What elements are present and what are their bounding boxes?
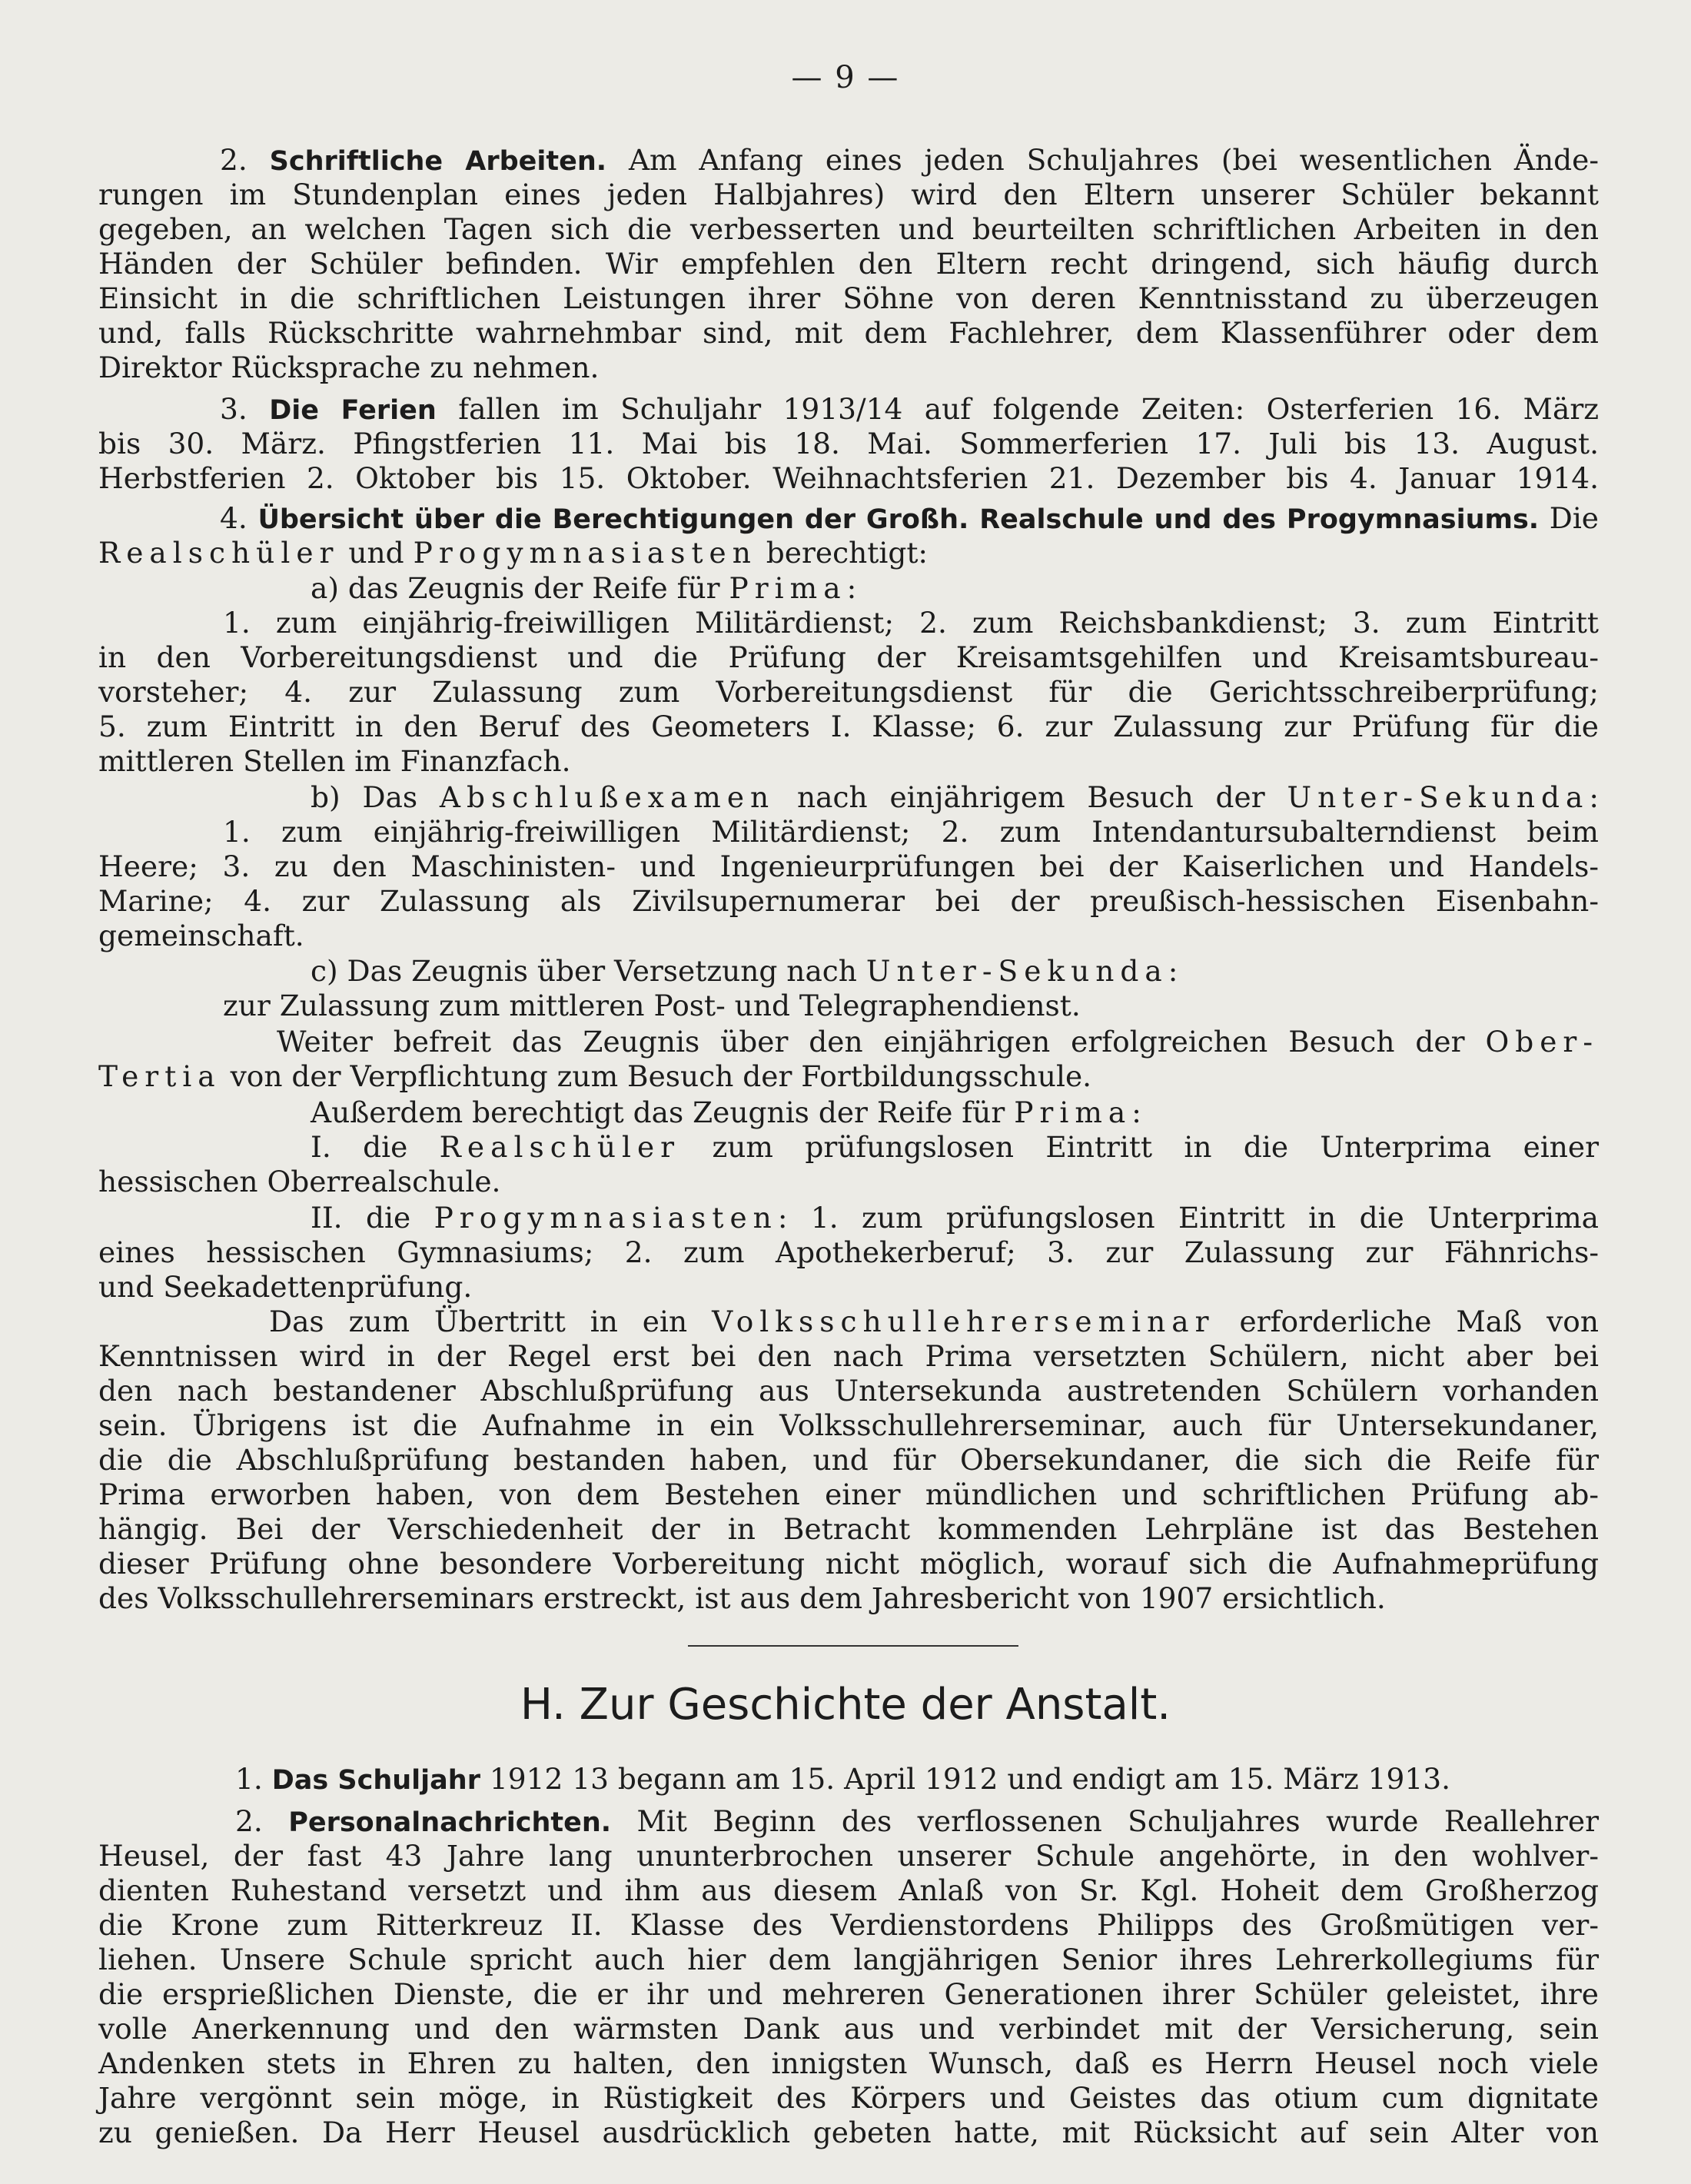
subsection-a: a) das Zeugnis der Reife für Prima:	[311, 571, 857, 605]
paragraph-line: volle Anerkennung und den wärmsten Dank aus und verbindet mit der Versicherung, sein	[98, 2012, 1599, 2046]
paragraph-line: 1. Das Schuljahr 1912 13 begann am 15. April 1912 und endigt am 15. März 1913.	[235, 1762, 1451, 1796]
paragraph-line: Direktor Rücksprache zu nehmen.	[98, 351, 600, 384]
paragraph-line: Das zum Übertritt in ein Volksschullehrerseminar erforderliche Maß von	[269, 1305, 1600, 1338]
paragraph-line: 3. Die Ferien fallen im Schuljahr 1913/14 auf folgende Zeiten: Osterferien 16. März	[220, 392, 1599, 426]
page-number: — 9 —	[791, 60, 900, 95]
item-number: 1.	[235, 1762, 263, 1796]
paragraph-line: 2. Schriftliche Arbeiten. Am Anfang eines jeden Schuljahres (bei wesentlichen Ände-	[220, 143, 1599, 177]
paragraph-line: bis 30. März. Pfingstferien 11. Mai bis 18. Mai. Sommerferien 17. Juli bis 13. August.	[98, 427, 1599, 460]
section-divider	[688, 1645, 1018, 1647]
item-number: 4.	[220, 501, 248, 535]
paragraph-line: 1. zum einjährig-freiwilligen Militärdienst; 2. zum Reichsbankdienst; 3. zum Eintritt	[223, 606, 1599, 640]
paragraph-line: des Volksschullehrerseminars erstreckt, ist aus dem Jahresbericht von 1907 ersichtlich.	[98, 1581, 1386, 1615]
paragraph-line: Andenken stets in Ehren zu halten, den innigsten Wunsch, daß es Herrn Heusel noch viele	[98, 2046, 1599, 2080]
paragraph-line: Herbstferien 2. Oktober bis 15. Oktober. Weihnachtsferien 21. Dezember bis 4. Januar 1914.	[98, 461, 1599, 495]
paragraph-line: 2. Personalnachrichten. Mit Beginn des verflossenen Schuljahres wurde Reallehrer	[235, 1804, 1600, 1838]
paragraph-line: den nach bestandener Abschlußprüfung aus Untersekunda austretenden Schülern vorhanden	[98, 1374, 1599, 1408]
paragraph-line: die Krone zum Ritterkreuz II. Klasse des Verdienstordens Philipps des Großmütigen ver-	[98, 1908, 1599, 1942]
paragraph-heading: Personalnachrichten.	[288, 1807, 612, 1838]
item-number: 2.	[235, 1804, 263, 1838]
paragraph-line: II. die Progymnasiasten: 1. zum prüfungslosen Eintritt in die Unterprima	[311, 1201, 1600, 1235]
paragraph-line: Jahre vergönnt sein möge, in Rüstigkeit des Körpers und Geistes das otium cum dignitate	[98, 2081, 1599, 2115]
item-number: 3.	[220, 392, 248, 426]
paragraph-line: Außerdem berechtigt das Zeugnis der Reife für Prima:	[311, 1095, 1141, 1129]
paragraph-line: mittleren Stellen im Finanzfach.	[98, 744, 571, 778]
paragraph-line: Kenntnissen wird in der Regel erst bei den nach Prima versetzten Schülern, nicht aber bei	[98, 1339, 1599, 1373]
subsection-c: c) Das Zeugnis über Versetzung nach Unter-Sekunda:	[311, 954, 1178, 988]
paragraph-line: Heusel, der fast 43 Jahre lang ununterbrochen unserer Schule angehörte, in den wohlver-	[98, 1839, 1599, 1873]
paragraph-line: die ersprießlichen Dienste, die er ihr und mehreren Generationen ihrer Schüler geleistet, ihre	[98, 1977, 1599, 2011]
paragraph-line: sein. Übrigens ist die Aufnahme in ein Volksschullehrerseminar, auch für Untersekundaner,	[98, 1408, 1599, 1442]
subsection-b: b) Das Abschlußexamen nach einjährigem Besuch der Unter-Sekunda:	[311, 780, 1600, 814]
paragraph-line: liehen. Unsere Schule spricht auch hier dem langjährigen Senior ihres Lehrerkollegiums für	[98, 1943, 1599, 1976]
paragraph-line: Tertia von der Verpflichtung zum Besuch der Fortbildungsschule.	[98, 1059, 1092, 1093]
paragraph-line: Weiter befreit das Zeugnis über den einjährigen erfolgreichen Besuch der Ober-	[277, 1025, 1600, 1059]
paragraph-heading: Übersicht über die Berechtigungen der Großh. Realschule und des Progymnasiums.	[257, 504, 1540, 535]
paragraph-line: und Seekadettenprüfung.	[98, 1270, 473, 1304]
paragraph-line: hessischen Oberrealschule.	[98, 1165, 501, 1198]
paragraph-line: Marine; 4. zur Zulassung als Zivilsupernumerar bei der preußisch-hessischen Eisenbahn-	[98, 884, 1599, 918]
paragraph-line: I. die Realschüler zum prüfungslosen Eintritt in die Unterprima einer	[311, 1130, 1600, 1164]
paragraph-line: dieser Prüfung ohne besondere Vorbereitung nicht möglich, worauf sich die Aufnahmeprüfung	[98, 1547, 1599, 1581]
paragraph-line: gegeben, an welchen Tagen sich die verbesserten und beurteilten schriftlichen Arbeiten in den	[98, 212, 1599, 246]
paragraph-heading: Die Ferien	[269, 395, 437, 426]
item-number: 2.	[220, 143, 248, 177]
paragraph-line: die die Abschlußprüfung bestanden haben, und für Obersekundaner, die sich die Reife für	[98, 1443, 1599, 1477]
paragraph-line: dienten Ruhestand versetzt und ihm aus diesem Anlaß von Sr. Kgl. Hoheit dem Großherzog	[98, 1873, 1599, 1907]
paragraph-line: in den Vorbereitungsdienst und die Prüfung der Kreisamtsgehilfen und Kreisamtsbureau-	[98, 640, 1599, 674]
section-title: H. Zur Geschichte der Anstalt.	[520, 1680, 1171, 1730]
paragraph-line: hängig. Bei der Verschiedenheit der in Betracht kommenden Lehrpläne ist das Bestehen	[98, 1512, 1599, 1546]
paragraph-line: und, falls Rückschritte wahrnehmbar sind, mit dem Fachlehrer, dem Klassenführer oder dem	[98, 316, 1599, 350]
paragraph-line: zu genießen. Da Herr Heusel ausdrücklich gebeten hatte, mit Rücksicht auf sein Alter von	[98, 2116, 1599, 2149]
paragraph-line: Einsicht in die schriftlichen Leistungen ihrer Söhne von deren Kenntnisstand zu überzeugen	[98, 281, 1599, 315]
paragraph-line: Heere; 3. zu den Maschinisten- und Ingenieurprüfungen bei der Kaiserlichen und Handels-	[98, 849, 1599, 883]
paragraph-line: 4. Übersicht über die Berechtigungen der Großh. Realschule und des Progymnasiums. Die	[220, 501, 1600, 535]
paragraph-line: 5. zum Eintritt in den Beruf des Geometers I. Klasse; 6. zur Zulassung zur Prüfung für die	[98, 710, 1599, 743]
paragraph-line: Realschüler und Progymnasiasten berechtigt:	[98, 536, 929, 570]
paragraph-line: gemeinschaft.	[98, 919, 304, 952]
paragraph-heading: Schriftliche Arbeiten.	[269, 146, 607, 177]
paragraph-line: rungen im Stundenplan eines jeden Halbjahres) wird den Eltern unserer Schüler bekannt	[98, 178, 1599, 211]
paragraph-line: vorsteher; 4. zur Zulassung zum Vorbereitungsdienst für die Gerichtsschreiberprüfung;	[98, 675, 1599, 709]
paragraph-line: zur Zulassung zum mittleren Post- und Telegraphendienst.	[223, 989, 1081, 1022]
paragraph-line: Prima erworben haben, von dem Bestehen einer mündlichen und schriftlichen Prüfung ab-	[98, 1478, 1599, 1511]
paragraph-line: eines hessischen Gymnasiums; 2. zum Apothekerberuf; 3. zur Zulassung zur Fähnrichs-	[98, 1235, 1599, 1269]
paragraph-line: 1. zum einjährig-freiwilligen Militärdienst; 2. zum Intendantursubalterndienst beim	[223, 815, 1599, 849]
paragraph-line: Händen der Schüler befinden. Wir empfehlen den Eltern recht dringend, sich häufig durch	[98, 247, 1599, 281]
paragraph-heading: Das Schuljahr	[271, 1765, 480, 1796]
